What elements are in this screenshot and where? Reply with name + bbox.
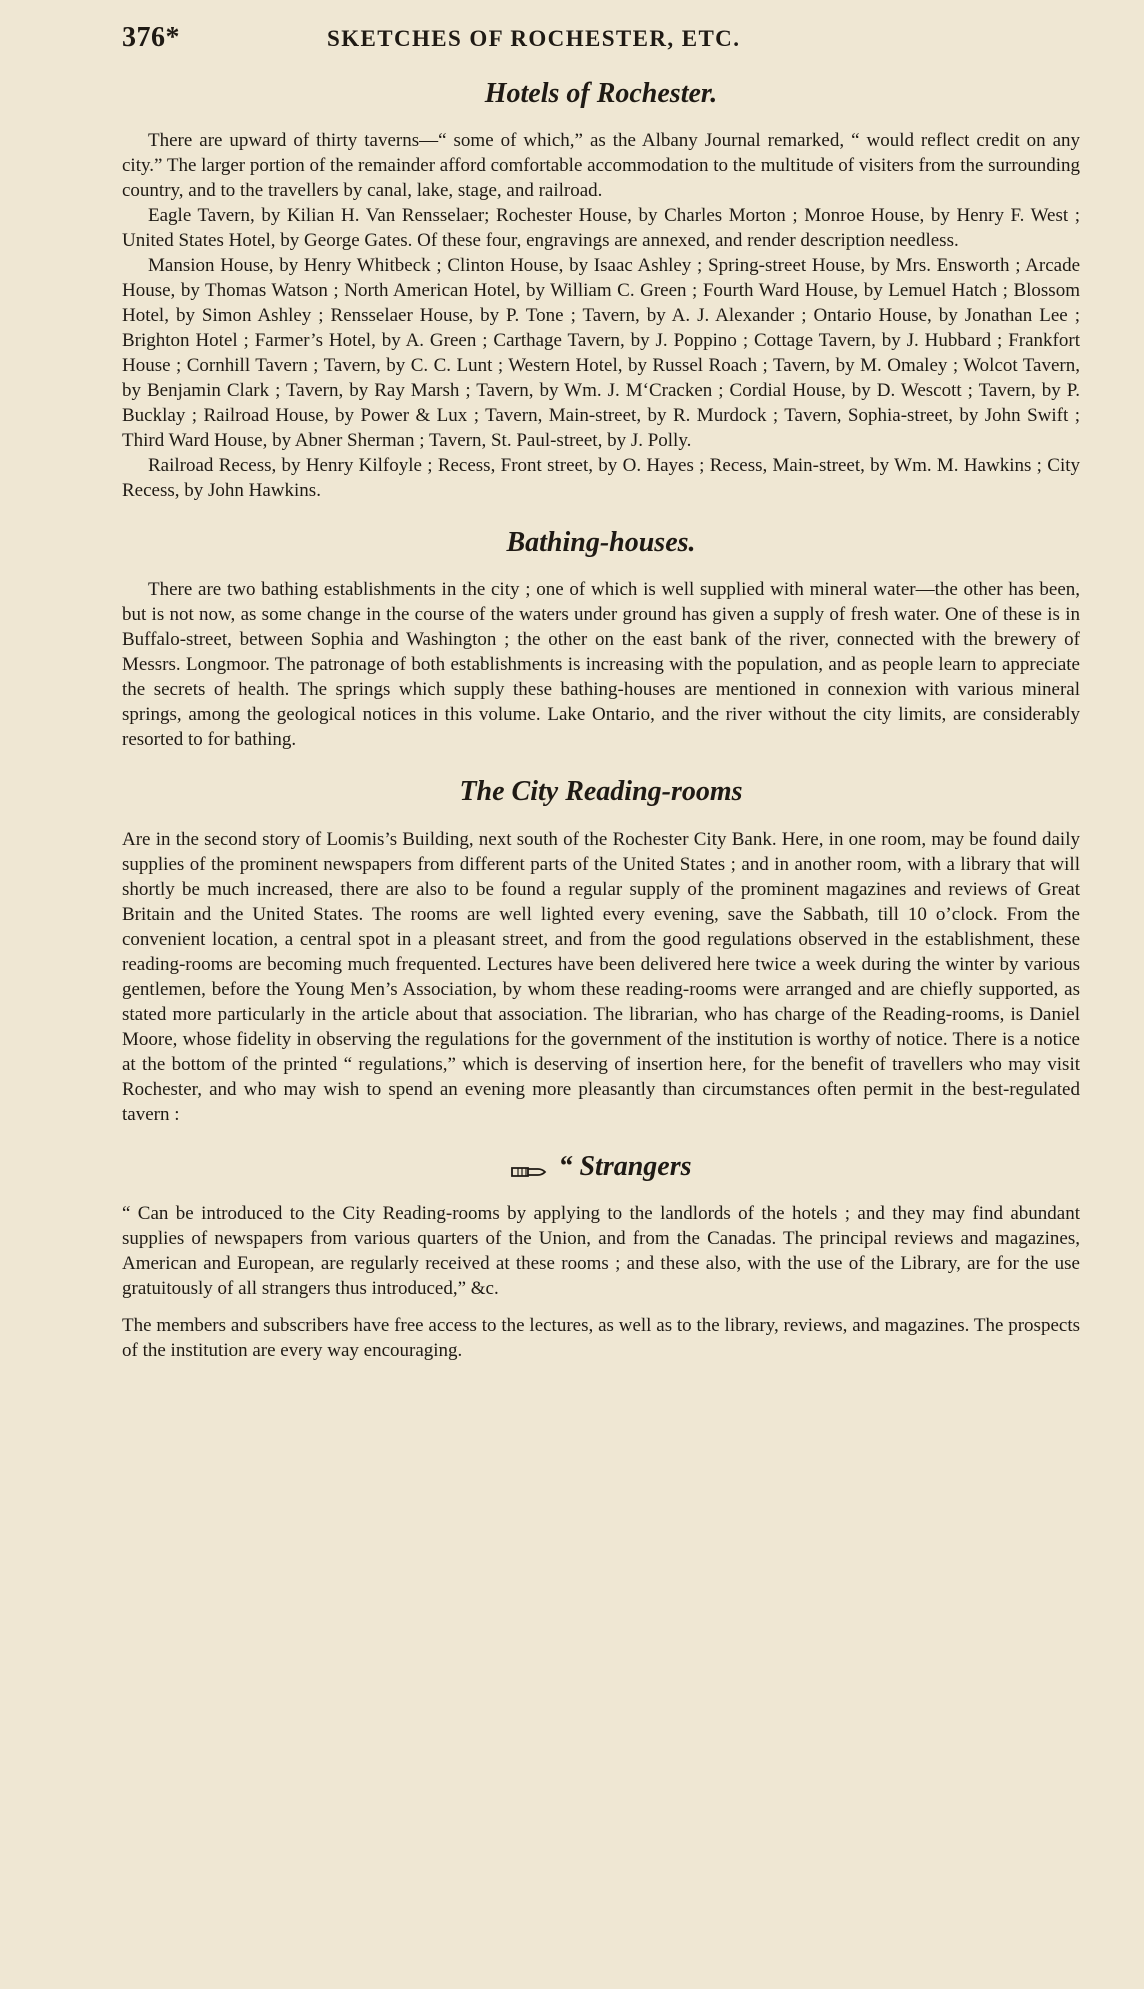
page-number: 376* bbox=[122, 22, 180, 53]
bathing-section bbox=[122, 527, 1080, 752]
hotels-paragraph-1: There are upward of thirty taverns—“ some of which,” as the Albany Journal remarked, “ would reflect credit on any city.” The larger portion of the remainder afford comfortable accommodation to the multitude of visiters from the surrounding country, and to the travellers by canal, lake, stage, and railroad. bbox=[122, 130, 1080, 202]
reading-rooms-section bbox=[122, 776, 1080, 1126]
running-title: SKETCHES OF ROCHESTER, ETC. bbox=[327, 26, 741, 51]
strangers-closing: The members and subscribers have free access to the lectures, as well as to the library, reviews, and magazines. The prospects of the institution are every way encouraging. bbox=[122, 1314, 1080, 1361]
hotels-paragraph-3: Mansion House, by Henry Whitbeck ; Clinton House, by Isaac Ashley ; Spring-street House, by Mrs. Ensworth ; Arcade House, by Thomas Watson ; North American Hotel, by William C. Green ; Fourth Ward House, by Lemuel Hatch ; Blossom Hotel, by Simon Ashley ; Rensselaer House, by P. Tone ; Tavern, by A. J. Alexander ; Ontario House, by Jonathan Lee ; Brighton Hotel ; Farmer’s Hotel, by A. Green ; Carthage Tavern, by J. Poppino ; Cottage Tavern, by J. Hubbard ; Frankfort House ; Cornhill Tavern ; Tavern, by C. C. Lunt ; Western Hotel, by Russel Roach ; Tavern, by M. Omaley ; Wolcot Tavern, by Benjamin Clark ; Tavern, by Ray Marsh ; Tavern, by Wm. J. M‘Cracken ; Cordial House, by D. Wescott ; Tavern, by P. Bucklay ; Railroad House, by Power & Lux ; Tavern, Main-street, by R. Murdock ; Tavern, Sophia-street, by John Swift ; Third Ward House, by Abner Sherman ; Tavern, St. Paul-street, by J. Polly. bbox=[122, 255, 1080, 452]
bathing-heading: Bathing-houses. bbox=[506, 527, 696, 559]
strangers-section bbox=[122, 1151, 1080, 1363]
hotels-section bbox=[122, 78, 1080, 503]
strangers-heading bbox=[122, 1151, 1080, 1183]
reading-rooms-heading: The City Reading-rooms bbox=[459, 776, 743, 808]
hotels-paragraph-4: Railroad Recess, by Henry Kilfoyle ; Recess, Front street, by O. Hayes ; Recess, Main-street, by Wm. M. Hawkins ; City Recess, by John Hawkins. bbox=[122, 455, 1080, 502]
strangers-title: “ Strangers bbox=[558, 1150, 692, 1182]
hotels-paragraph-2: Eagle Tavern, by Kilian H. Van Rensselaer; Rochester House, by Charles Morton ; Monroe House, by Henry F. West ; United States Hotel, by George Gates. Of these four, engravings are annexed, and render description needless. bbox=[122, 205, 1080, 252]
bathing-paragraph: There are two bathing establishments in the city ; one of which is well supplied with mineral water—the other has been, but is not now, as some change in the course of the waters under ground has given a supply of fresh water. One of these is in Buffalo-street, between Sophia and Washington ; the other on the east bank of the river, connected with the brewery of Messrs. Longmoor. The patronage of both establishments is increasing with the population, and as people learn to appreciate the secrets of health. The springs which supply these bathing-houses are mentioned in connexion with various mineral springs, among the geological notices in this volume. Lake Ontario, and the river without the city limits, are considerably resorted to for bathing. bbox=[122, 579, 1080, 751]
strangers-quote: “ Can be introduced to the City Reading-rooms by applying to the landlords of the hotels ; and they may find abundant supplies of newspapers from various quarters of the Union, and from the Canadas. The principal reviews and magazines, American and European, are regularly received at these rooms ; and these also, with the use of the Library, are for the use gratuitously of all strangers thus introduced,” &c. bbox=[122, 1202, 1080, 1299]
hotels-heading: Hotels of Rochester. bbox=[484, 78, 718, 109]
running-head bbox=[122, 18, 1080, 58]
document-page bbox=[122, 18, 1080, 1383]
pointing-hand-icon bbox=[510, 1158, 550, 1178]
reading-rooms-paragraph: Are in the second story of Loomis’s Building, next south of the Rochester City Bank. Here, in one room, may be found daily supplies of the prominent newspapers from different parts of the United States ; and in another room, with a library that will shortly be much increased, there are also to be found a regular supply of the prominent magazines and reviews of Great Britain and the United States. The rooms are well lighted every evening, save the Sabbath, till 10 o’clock. From the convenient location, a central spot in a pleasant street, and from the good regulations observed in the establishment, these reading-rooms are becoming much frequented. Lectures have been delivered here twice a week during the winter by various gentlemen, before the Young Men’s Association, by whom these reading-rooms were arranged and are chiefly supported, as stated more particularly in the article about that association. The librarian, who has charge of the Reading-rooms, is Daniel Moore, whose fidelity in observing the regulations for the government of the institution is worthy of notice. There is a notice at the bottom of the printed “ regulations,” which is deserving of insertion here, for the benefit of travellers who may visit Rochester, and who may wish to spend an evening more pleasantly than circumstances often permit in the best-regulated tavern : bbox=[122, 828, 1080, 1125]
